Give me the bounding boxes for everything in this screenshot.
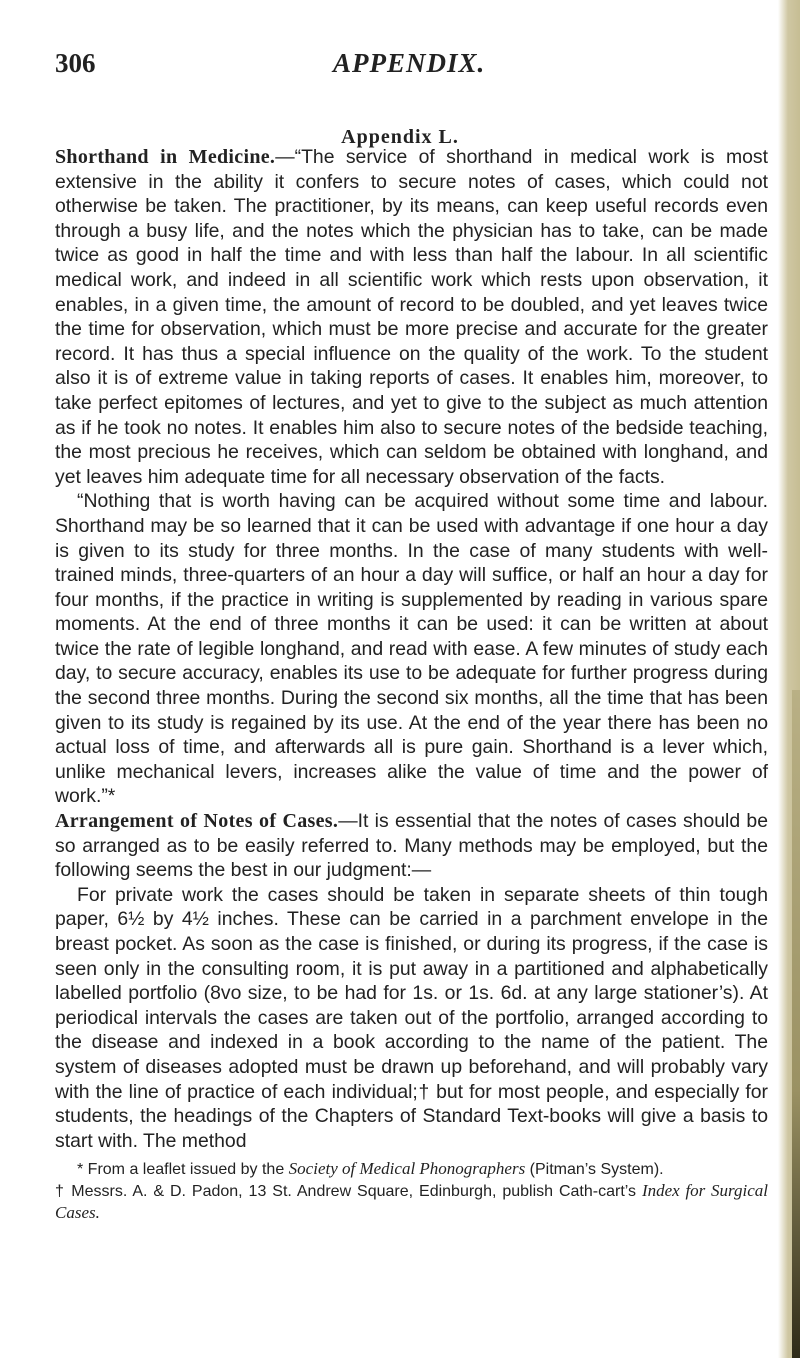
footnote-1 — [55, 1158, 768, 1180]
page-header — [55, 48, 755, 88]
footnote-text: * From a leaflet issued by the — [77, 1161, 285, 1178]
footnote-text: (Pitman’s System). — [529, 1161, 664, 1178]
paragraph-shorthand-2: “Nothing that is worth having can be acquired without some time and labour. Shorthand may be so learned that it can be used with advantage if one hour a day is given to its study for three months. In the case of many students with well-trained minds, three-quarters of an hour a day will suffice, or half an hour a day for four months, if the practice in writing is supplemented by reading in various spare moments. At the end of three months it can be used: it can be written at about twice the rate of legible longhand, and read with ease. A few minutes of study each day, to secure accuracy, enables its use to be adequate for further progress during the second three months. During the second six months, all the time that has been given to its study is regained by its use. At the end of the year there has been no actual loss of time, and afterwards all is pure gain. Shorthand is a lever which, unlike mechanical levers, increases alike the value of time and the power of work.”* — [55, 490, 768, 808]
paragraph-text: —“The service of shorthand in medical work is most extensive in the ability it confers to secure notes of cases, which could not otherwise be taken. The practitioner, by its means, can keep useful records even through a busy life, and the notes which the physician has to take, can be made twice as good in half the time and with less than half the labour. In all scientific medical work, and indeed in all scientific work which rests upon observation, it enables, in a given time, the amount of record to be doubled, and yet leaves twice the time for observation, which must be more precise and accurate for the greater record. It has thus a special influence on the quality of the work. To the student also it is of extreme value in taking reports of cases. It enables him, moreover, to take perfect epitomes of lectures, and yet to give to the subject as much attention as if he took no notes. It enables him also to secure notes of the bedside teaching, the most precious he receives, which can seldom be obtained with longhand, and yet leaves him adequate time for all necessary observation of the facts. — [55, 146, 768, 488]
paragraph-text: —It is essential that the notes of cases should be so arranged as to be easily referred to. Many methods may be employed, but the following seems the best in our judgment:— — [55, 810, 768, 882]
paragraph-shorthand-1 — [55, 145, 768, 489]
footnote-italic: Index for Surgical Cases. — [55, 1181, 768, 1222]
paragraph-arrangement-1 — [55, 809, 768, 883]
appendix-title: Appendix L. — [341, 126, 459, 148]
page-number: 306 — [55, 48, 96, 78]
footnote-italic: Society of Medical Phonographers — [288, 1159, 526, 1178]
page-edge-dark — [792, 690, 800, 1358]
section-heading-arrangement: Arrangement of Notes of Cases. — [55, 810, 339, 833]
section-heading-shorthand: Shorthand in Medicine. — [55, 146, 276, 168]
running-head: APPENDIX. — [333, 48, 486, 78]
body-text — [55, 145, 768, 1153]
footnote-text: † Messrs. A. & D. Padon, 13 St. Andrew Square, Edinburgh, publish Cath-cart’s — [55, 1183, 637, 1200]
footnotes — [55, 1158, 768, 1224]
paragraph-arrangement-2: For private work the cases should be taken in separate sheets of thin tough paper, 6½ by 4½ inches. These can be carried in a parchment envelope in the breast pocket. As soon as the case is finished, or during its progress, if the case is seen only in the consulting room, it is put away in a partitioned and alphabetically labelled portfolio (8vo size, to be had for 1s. or 1s. 6d. at any large stationer’s). At periodical intervals the cases are taken out of the portfolio, arranged according to the disease and indexed in a book according to the name of the patient. The system of diseases adopted must be drawn up beforehand, and will probably vary with the line of practice of each individual;† but for most people, and especially for students, the headings of the Chapters of Standard Text-books will give a basis to start with. The method — [55, 883, 768, 1152]
footnote-2 — [55, 1180, 768, 1224]
